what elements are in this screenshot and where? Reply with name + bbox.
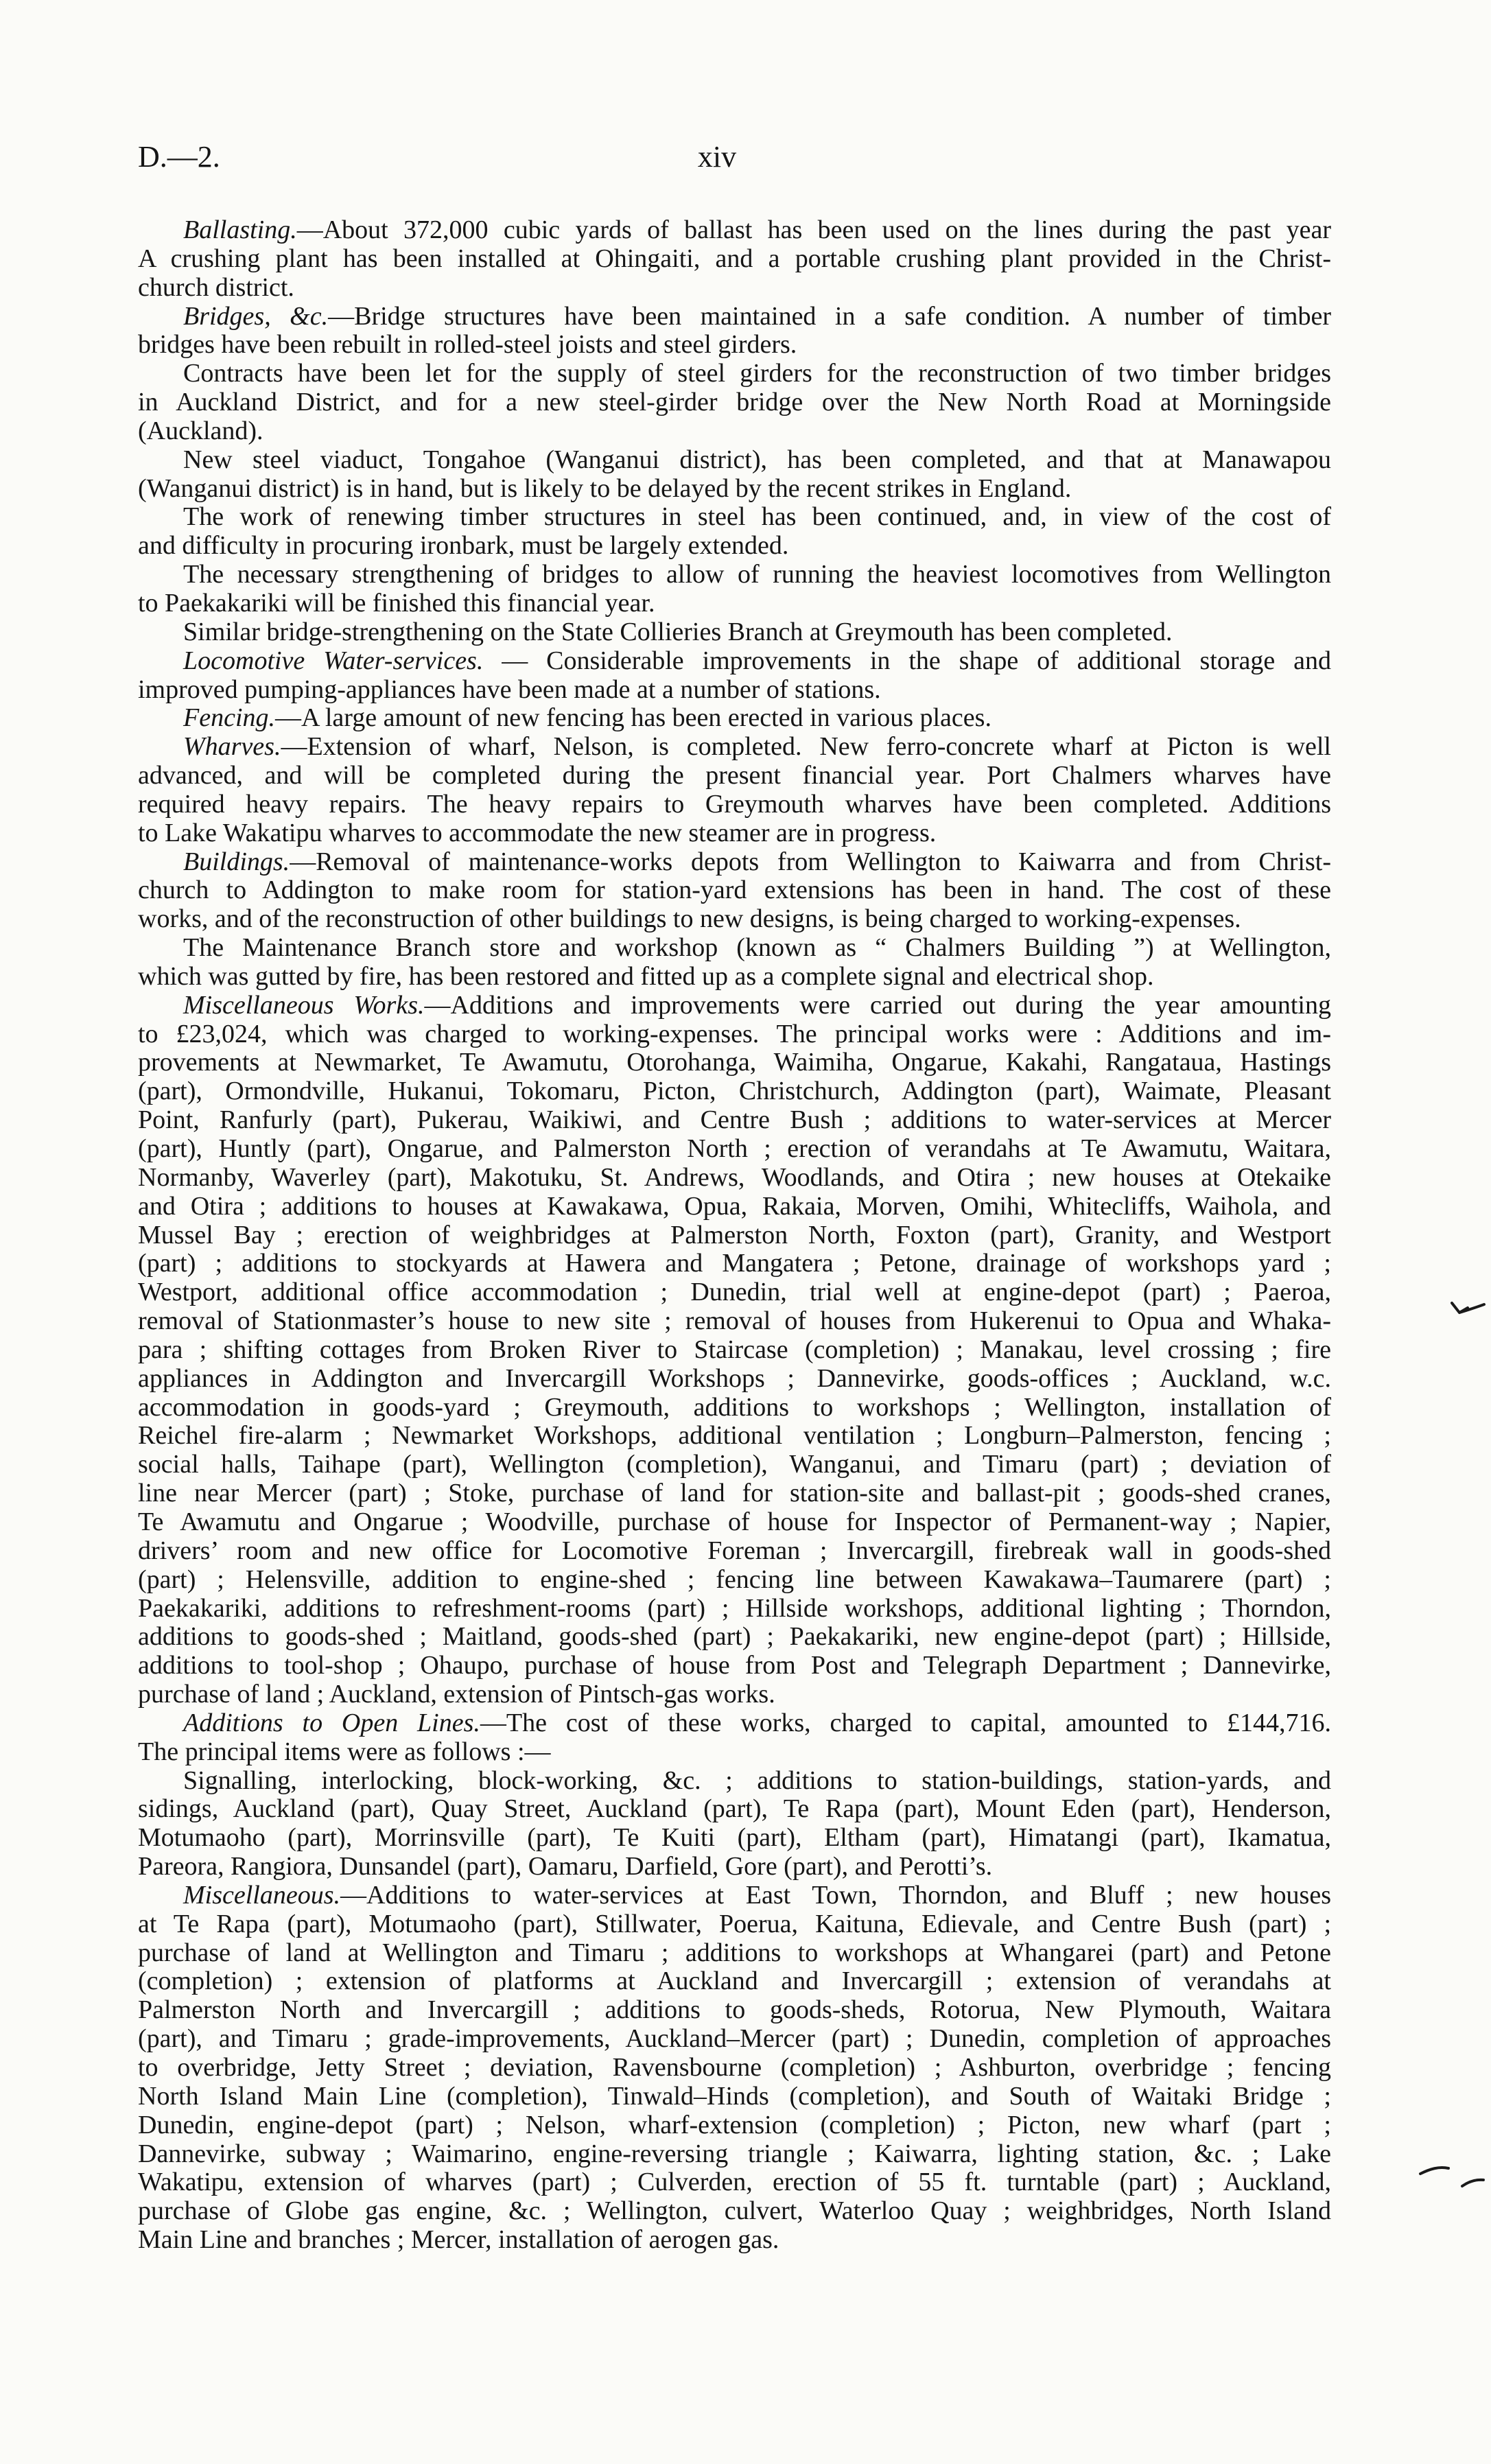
text-line: required heavy repairs. The heavy repairs to Greymouth wharves have been completed. Additions (138, 789, 1331, 819)
text-line: church to Addington to make room for station-yard extensions has been in hand. The cost of these (138, 876, 1331, 905)
text-line (138, 992, 1331, 1020)
text-line: (part), Ormondville, Hukanui, Tokomaru, Picton, Christchurch, Addington (part), Waimate, Pleasant (138, 1077, 1331, 1106)
paragraph (138, 618, 1331, 647)
text-line: bridges have been rebuilt in rolled-steel joists and steel girders. (138, 330, 797, 360)
text-line: sidings, Auckland (part), Quay Street, Auckland (part), Te Rapa (part), Mount Eden (part), Henderson, (138, 1794, 1331, 1824)
paragraph (138, 1767, 1331, 1881)
paragraph (138, 1709, 1331, 1767)
paragraph (138, 503, 1331, 561)
section-heading: Wharves. (183, 732, 281, 762)
text-line: purchase of land ; Auckland, extension of Pintsch-gas works. (138, 1680, 775, 1709)
line-text: — Considerable improvements in the shape of additional storage and (483, 646, 1332, 675)
text-line: New steel viaduct, Tongahoe (Wanganui district), has been completed, and that at Manawapou (183, 445, 1331, 474)
line-text: —Additions to water-services at East Town, Thorndon, and Bluff ; new houses (340, 1880, 1331, 1910)
text-line: (Auckland). (138, 416, 263, 445)
text-line: drivers’ room and new office for Locomotive Foreman ; Invercargill, firebreak wall in goods-shed (138, 1536, 1331, 1565)
text-line: The principal items were as follows :— (138, 1737, 551, 1766)
text-line (138, 1709, 1331, 1738)
text-line: Reichel fire-alarm ; Newmarket Workshops, additional ventilation ; Longburn–Palmerston, fencing ; (138, 1421, 1331, 1451)
text-line: Normanby, Waverley (part), Makotuku, St. Andrews, Woodlands, and Otira ; new houses at Otekaike (138, 1162, 1331, 1192)
text-line: Mussel Bay ; erection of weighbridges at Palmerston North, Foxton (part), Granity, and Westport (138, 1220, 1331, 1249)
text-line: Dunedin, engine-depot (part) ; Nelson, wharf-extension (completion) ; Picton, new wharf (part ; (138, 2110, 1331, 2139)
text-line: Point, Ranfurly (part), Pukerau, Waikiwi, and Centre Bush ; additions to water-services at Mercer (138, 1105, 1331, 1135)
text-line (138, 733, 1331, 762)
line-text: —The cost of these works, charged to capital, amounted to £144,716. (480, 1708, 1331, 1737)
text-line: (part) ; additions to stockyards at Hawera and Mangatera ; Petone, drainage of workshops yard ; (138, 1249, 1331, 1278)
text-line: Palmerston North and Invercargill ; additions to goods-sheds, Rotorua, New Plymouth, Waitara (138, 1995, 1331, 2025)
paragraph (138, 446, 1331, 504)
line-text: —Additions and improvements were carried out during the year amounting (424, 990, 1331, 1020)
paragraph (138, 216, 1331, 303)
text-line: (part), and Timaru ; grade-improvements, Auckland–Mercer (part) ; Dunedin, completion of approaches (138, 2024, 1331, 2054)
text-line: Pareora, Rangiora, Dunsandel (part), Oamaru, Darfield, Gore (part), and Perotti’s. (138, 1852, 993, 1881)
text-line: para ; shifting cottages from Broken River to Staircase (completion) ; Manakau, level crossing ; fire (138, 1335, 1331, 1364)
text-line: Motumaoho (part), Morrinsville (part), Te Kuiti (part), Eltham (part), Himatangi (part), Ikamatua, (138, 1823, 1331, 1853)
text-line: advanced, and will be completed during the present financial year. Port Chalmers wharves have (138, 761, 1331, 790)
text-line: improved pumping-appliances have been made at a number of stations. (138, 674, 881, 704)
text-line: to £23,024, which was charged to working-expenses. The principal works were : Additions and im- (138, 1019, 1331, 1048)
section-heading: Additions to Open Lines. (183, 1708, 480, 1737)
text-line: Contracts have been let for the supply of steel girders for the reconstruction of two timber bridges (183, 359, 1331, 388)
text-line: The Maintenance Branch store and workshop (known as “ Chalmers Building ”) at Wellington, (183, 933, 1331, 963)
paragraph (138, 360, 1331, 446)
section-heading: Locomotive Water-services. (183, 646, 484, 675)
paragraph (138, 934, 1331, 992)
section-heading: Bridges, &c. (183, 301, 329, 331)
text-line (138, 216, 1331, 245)
text-line: (part) ; Helensville, addition to engine-shed ; fencing line between Kawakawa–Taumarere (part) ; (138, 1564, 1331, 1594)
paragraph (138, 848, 1331, 935)
text-line: to Paekakariki will be finished this financial year. (138, 588, 655, 618)
text-line: Similar bridge-strengthening on the State Collieries Branch at Greymouth has been completed. (183, 617, 1173, 646)
text-line: (part), Huntly (part), Ongarue, and Palmerston North ; erection of verandahs at Te Awamutu, Waitara, (138, 1134, 1331, 1163)
text-line: Westport, additional office accommodation ; Dunedin, trial well at engine-depot (part) ; Paeroa, (138, 1278, 1331, 1307)
line-text: —Bridge structures have been maintained in a safe condition. A number of timber (328, 301, 1331, 331)
text-line: and difficulty in procuring ironbark, must be largely extended. (138, 531, 789, 561)
text-line: removal of Stationmaster’s house to new site ; removal of houses from Hukerenui to Opua and Whaka- (138, 1306, 1331, 1336)
text-line: to overbridge, Jetty Street ; deviation, Ravensbourne (completion) ; Ashburton, overbridge ; fencing (138, 2053, 1331, 2082)
text-line: Wakatipu, extension of wharves (part) ; Culverden, erection of 55 ft. turntable (part) ; Auckland, (138, 2168, 1331, 2197)
text-line: church district. (138, 272, 294, 302)
text-line: Te Awamutu and Ongarue ; Woodville, purchase of house for Inspector of Permanent-way ; Napier, (138, 1507, 1331, 1536)
text-line: Signalling, interlocking, block-working, &c. ; additions to station-buildings, station-yards, and (183, 1765, 1331, 1795)
body-text (138, 216, 1331, 2255)
section-heading: Miscellaneous. (183, 1880, 341, 1910)
margin-pen-mark (1420, 2168, 1448, 2174)
text-line: Paekakariki, additions to refreshment-rooms (part) ; Hillside workshops, additional lighting ; Thorndon, (138, 1593, 1331, 1623)
text-line: which was gutted by fire, has been restored and fitted up as a complete signal and electrical shop. (138, 961, 1154, 991)
text-line: provements at Newmarket, Te Awamutu, Otorohanga, Waimiha, Ongarue, Kakahi, Rangataua, Hastings (138, 1048, 1331, 1077)
text-line: additions to goods-shed ; Maitland, goods-shed (part) ; Paekakariki, new engine-depot (part) ; Hillside, (138, 1622, 1331, 1652)
section-heading: Buildings. (183, 847, 290, 876)
text-line: social halls, Taihape (part), Wellington (completion), Wanganui, and Timaru (part) ; deviation of (138, 1450, 1331, 1479)
text-line (138, 848, 1331, 877)
line-text: —About 372,000 cubic yards of ballast has been used on the lines during the past year (296, 215, 1331, 244)
text-line: The necessary strengthening of bridges to allow of running the heaviest locomotives from Wellington (183, 560, 1331, 589)
line-text: —A large amount of new fencing has been erected in various places. (275, 703, 991, 733)
margin-pen-mark (1462, 2180, 1483, 2186)
section-heading: Ballasting. (183, 215, 297, 244)
text-line (138, 1881, 1331, 1910)
section-heading: Fencing. (183, 703, 276, 733)
text-line: Dannevirke, subway ; Waimarino, engine-reversing triangle ; Kaiwarra, lighting station, &c. ; Lake (138, 2139, 1331, 2168)
text-line: North Island Main Line (completion), Tinwald–Hinds (completion), and South of Waitaki Bridge ; (138, 2081, 1331, 2111)
text-line (138, 647, 1331, 676)
paragraph (138, 733, 1331, 847)
text-line: additions to tool-shop ; Ohaupo, purchase of house from Post and Telegraph Department ; Dannevirke, (138, 1651, 1331, 1680)
paragraph (138, 303, 1331, 360)
page-header (138, 140, 1331, 174)
text-line: purchase of land at Wellington and Timaru ; additions to workshops at Whangarei (part) and Petone (138, 1938, 1331, 1967)
line-text: —Extension of wharf, Nelson, is completed. New ferro-concrete wharf at Picton is well (281, 732, 1331, 762)
paragraph (138, 992, 1331, 1709)
paragraph (138, 1881, 1331, 2255)
text-line: purchase of Globe gas engine, &c. ; Wellington, culvert, Waterloo Quay ; weighbridges, North Island (138, 2196, 1331, 2226)
text-line (138, 704, 1331, 733)
text-line: Main Line and branches ; Mercer, installation of aerogen gas. (138, 2225, 779, 2255)
margin-pen-mark (1452, 1303, 1484, 1313)
document-reference: D.—2. (138, 140, 220, 174)
text-line: (Wanganui district) is in hand, but is likely to be delayed by the recent strikes in England. (138, 473, 1072, 503)
text-line: in Auckland District, and for a new steel-girder bridge over the New North Road at Morningside (138, 388, 1331, 417)
paragraph (138, 704, 1331, 733)
page-number: xiv (697, 140, 737, 174)
text-line: (completion) ; extension of platforms at Auckland and Invercargill ; extension of verandahs at (138, 1967, 1331, 1996)
text-line: line near Mercer (part) ; Stoke, purchase of land for station-site and ballast-pit ; goods-shed cranes, (138, 1479, 1331, 1508)
section-heading: Miscellaneous Works. (183, 990, 425, 1020)
text-line: A crushing plant has been installed at Ohingaiti, and a portable crushing plant provided in the Christ- (138, 244, 1331, 273)
text-line: works, and of the reconstruction of other buildings to new designs, is being charged to working-expenses. (138, 904, 1241, 934)
text-line: accommodation in goods-yard ; Greymouth, additions to workshops ; Wellington, installation of (138, 1392, 1331, 1422)
paragraph (138, 561, 1331, 618)
text-line (138, 303, 1331, 331)
text-line: The work of renewing timber structures in steel has been continued, and, in view of the cost of (183, 502, 1331, 532)
text-line: at Te Rapa (part), Motumaoho (part), Stillwater, Poerua, Kaituna, Edievale, and Centre Bush (part) ; (138, 1909, 1331, 1938)
text-line: to Lake Wakatipu wharves to accommodate the new steamer are in progress. (138, 818, 937, 847)
text-line: appliances in Addington and Invercargill Workshops ; Dannevirke, goods-offices ; Auckland, w.c. (138, 1363, 1331, 1393)
paragraph (138, 647, 1331, 705)
line-text: —Removal of maintenance-works depots from Wellington to Kaiwarra and from Christ- (290, 847, 1331, 876)
text-line: and Otira ; additions to houses at Kawakawa, Opua, Rakaia, Morven, Omihi, Whitecliffs, Waihola, and (138, 1191, 1331, 1221)
